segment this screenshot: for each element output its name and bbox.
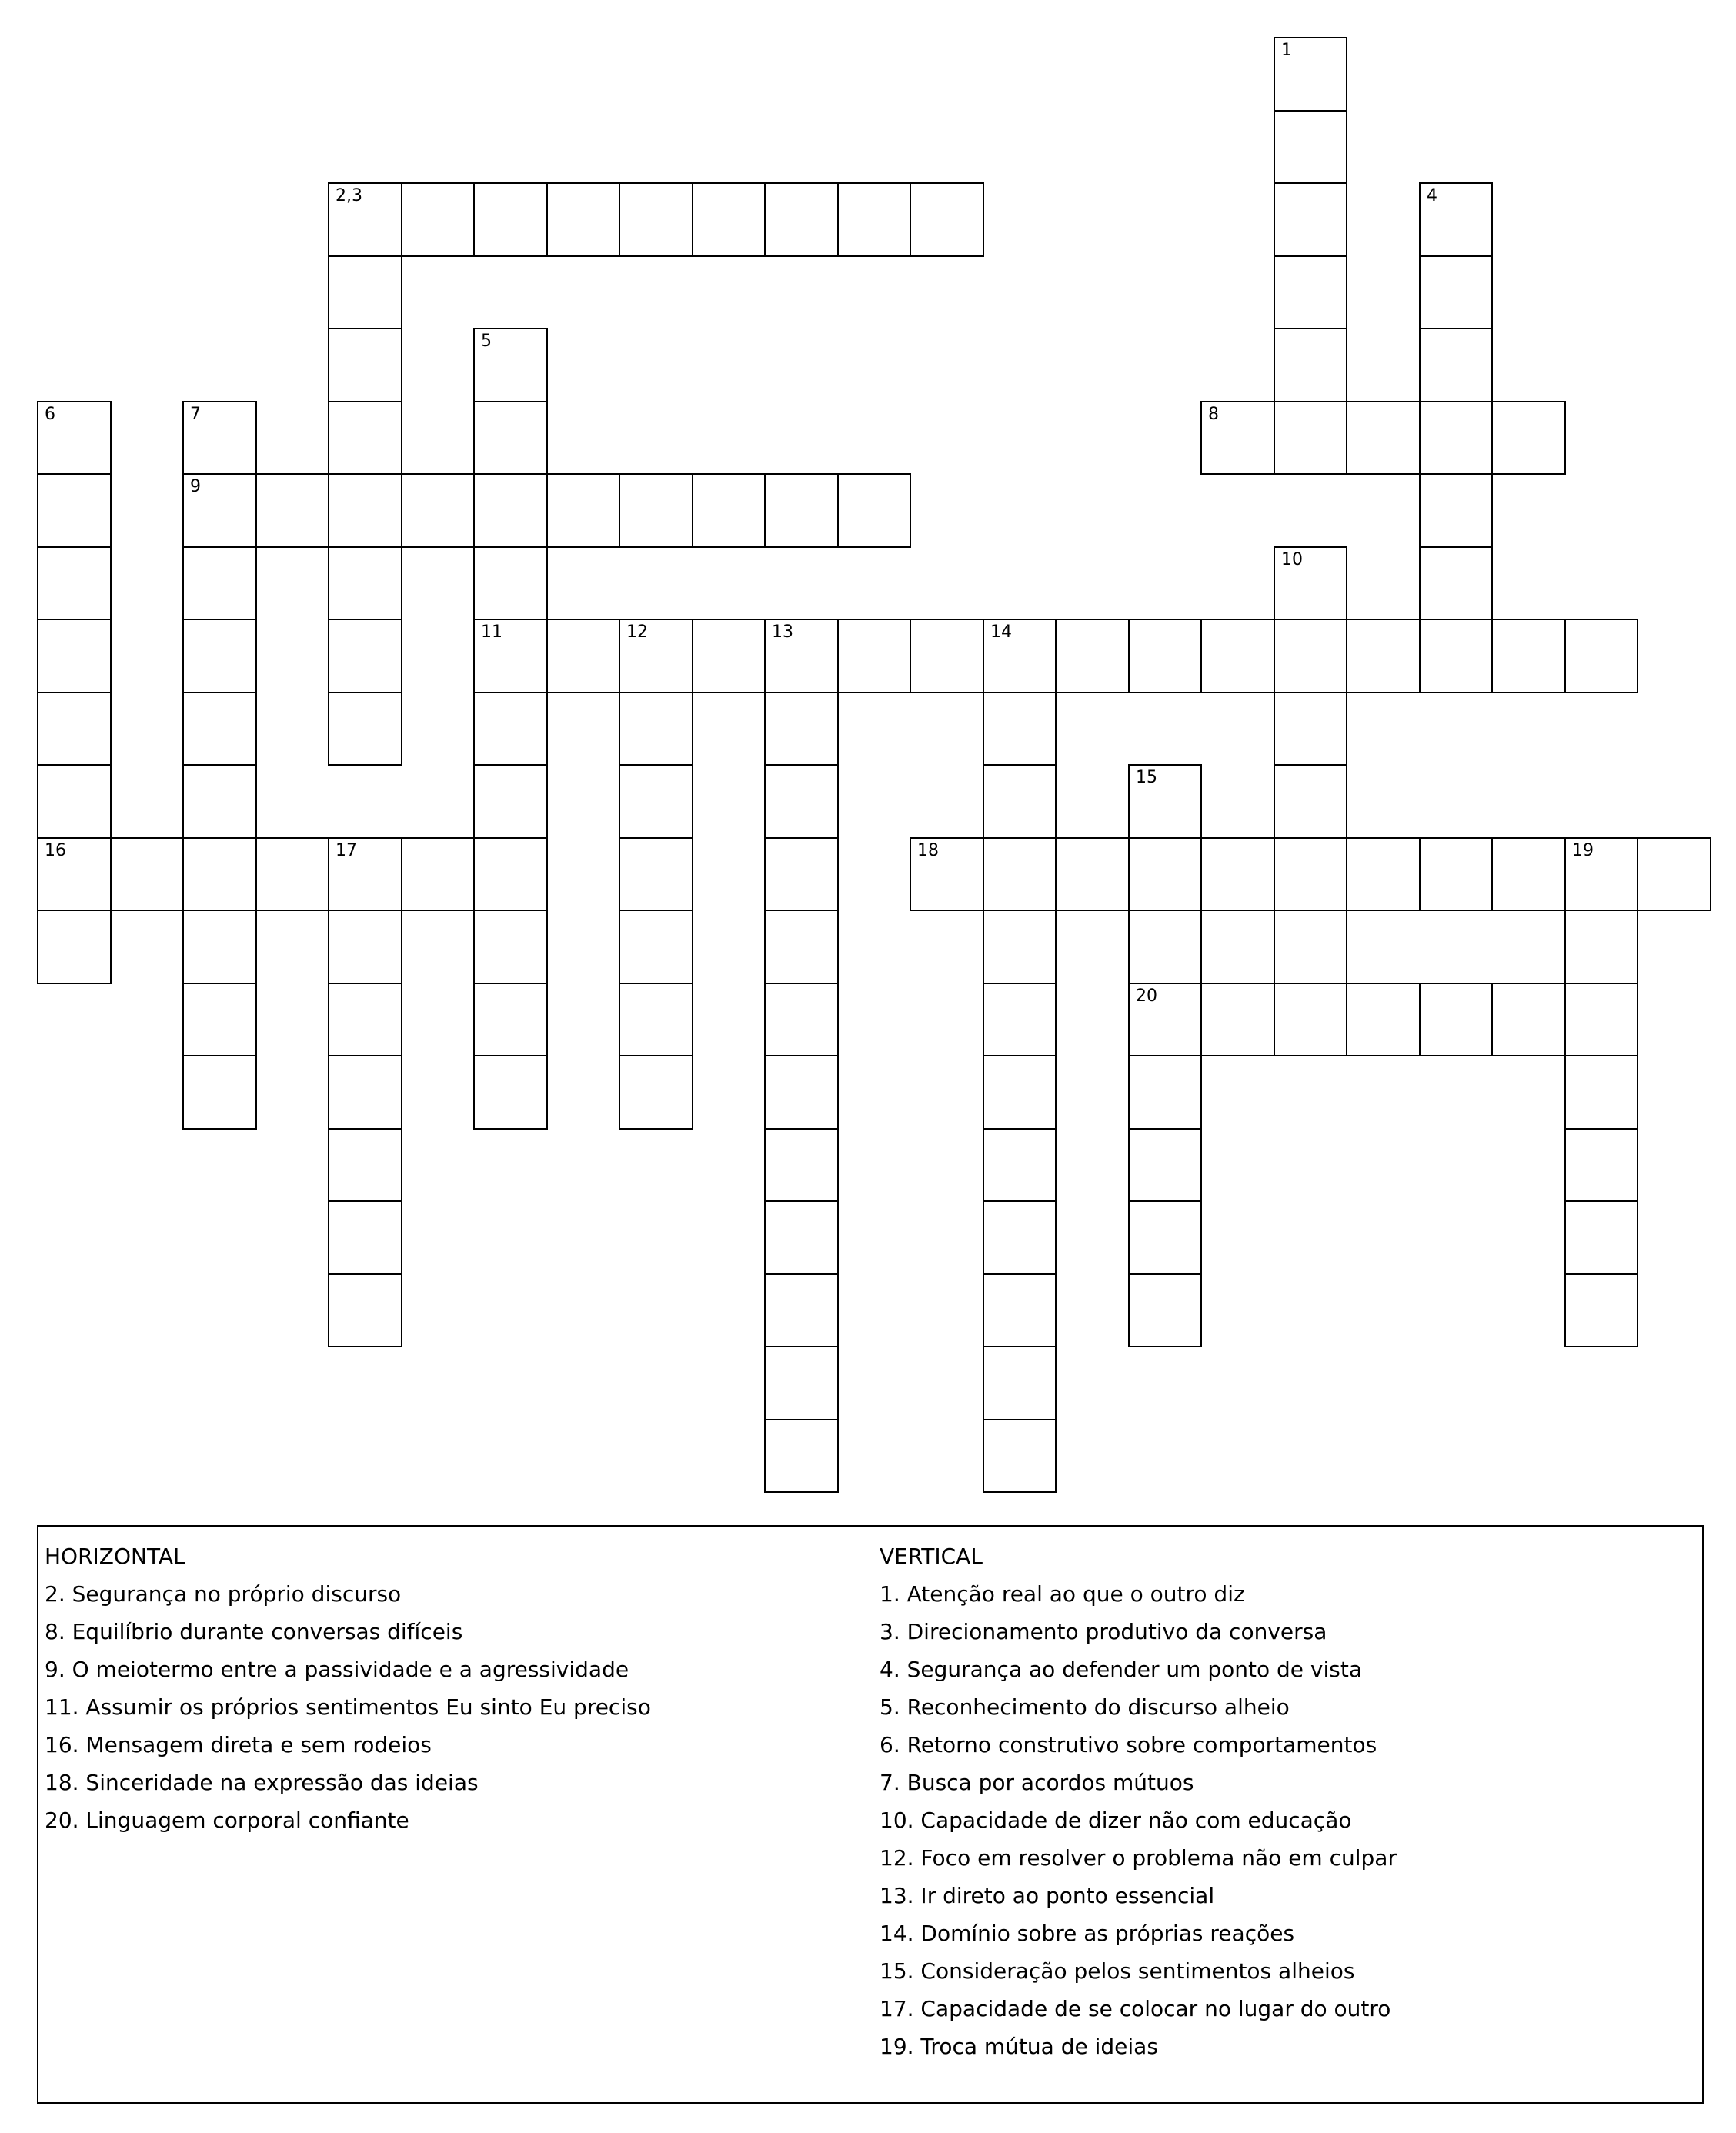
grid-cell[interactable]	[1274, 837, 1347, 911]
grid-cell[interactable]	[764, 182, 839, 257]
grid-cell[interactable]	[401, 473, 475, 548]
grid-cell[interactable]	[110, 837, 184, 911]
grid-cell[interactable]	[764, 1419, 839, 1493]
grid-cell[interactable]	[619, 983, 693, 1056]
grid-cell[interactable]	[473, 1055, 548, 1130]
grid-cell[interactable]	[1419, 619, 1493, 693]
grid-cell[interactable]	[764, 473, 839, 548]
grid-cell[interactable]	[619, 910, 693, 984]
grid-cell[interactable]	[983, 764, 1057, 839]
grid-cell[interactable]	[1564, 1055, 1638, 1130]
grid-cell[interactable]	[401, 182, 475, 257]
grid-cell[interactable]	[182, 619, 257, 693]
grid-cell[interactable]	[837, 473, 911, 548]
grid-cell[interactable]	[328, 1273, 402, 1347]
grid-cell[interactable]	[473, 910, 548, 984]
grid-cell[interactable]	[983, 692, 1057, 766]
grid-cell[interactable]	[1274, 619, 1347, 693]
clue-number: 14	[990, 623, 1012, 642]
grid-cell[interactable]	[1274, 764, 1347, 839]
grid-cell[interactable]	[1274, 328, 1347, 402]
clue-horizontal: 20. Linguagem corporal confiante	[45, 1808, 409, 1833]
vertical-title: VERTICAL	[880, 1544, 983, 1569]
grid-cell[interactable]	[619, 764, 693, 839]
clue-horizontal: 2. Segurança no próprio discurso	[45, 1581, 402, 1607]
grid-cell[interactable]	[1200, 619, 1275, 693]
clue-number: 20	[1136, 986, 1157, 1006]
grid-cell[interactable]	[401, 837, 475, 911]
grid-cell[interactable]	[37, 764, 112, 839]
grid-cell[interactable]	[1346, 401, 1421, 475]
grid-cell[interactable]	[692, 473, 766, 548]
grid-cell[interactable]	[1419, 983, 1493, 1056]
grid-cell[interactable]	[1274, 692, 1347, 766]
grid-cell[interactable]	[546, 182, 620, 257]
grid-cell[interactable]	[764, 910, 839, 984]
clue-number: 1	[1281, 41, 1292, 60]
clue-number: 11	[481, 623, 502, 642]
clue-horizontal: 16. Mensagem direta e sem rodeios	[45, 1732, 432, 1757]
grid-cell[interactable]	[182, 473, 257, 548]
grid-cell[interactable]	[619, 837, 693, 911]
grid-cell[interactable]	[764, 837, 839, 911]
grid-cell[interactable]	[37, 837, 112, 911]
grid-cell[interactable]	[1274, 110, 1347, 184]
grid-cell[interactable]	[1419, 473, 1493, 548]
grid-cell[interactable]	[910, 837, 984, 911]
grid-cell[interactable]	[983, 619, 1057, 693]
grid-cell[interactable]	[764, 1128, 839, 1202]
grid-cell[interactable]	[328, 1128, 402, 1202]
clue-number: 19	[1572, 841, 1594, 860]
grid-cell[interactable]	[1128, 837, 1202, 911]
grid-cell[interactable]	[473, 619, 548, 693]
grid-cell[interactable]	[1419, 837, 1493, 911]
grid-cell[interactable]	[983, 983, 1057, 1056]
grid-cell[interactable]	[1128, 1200, 1202, 1275]
grid-cell[interactable]	[1200, 837, 1275, 911]
clue-horizontal: 18. Sinceridade na expressão das ideias	[45, 1770, 479, 1795]
grid-cell[interactable]	[983, 1200, 1057, 1275]
grid-cell[interactable]	[328, 837, 402, 911]
grid-cell[interactable]	[1128, 983, 1202, 1056]
grid-cell[interactable]	[1055, 619, 1130, 693]
clue-vertical: 17. Capacidade de se colocar no lugar do outro	[880, 1996, 1391, 2021]
grid-cell[interactable]	[473, 692, 548, 766]
grid-cell[interactable]	[182, 910, 257, 984]
grid-cell[interactable]	[619, 473, 693, 548]
grid-cell[interactable]	[1564, 837, 1638, 911]
grid-cell[interactable]	[546, 473, 620, 548]
grid-cell[interactable]	[328, 473, 402, 548]
grid-cell[interactable]	[328, 328, 402, 402]
clue-horizontal: 11. Assumir os próprios sentimentos Eu sinto Eu preciso	[45, 1694, 651, 1720]
grid-cell[interactable]	[983, 1273, 1057, 1347]
grid-cell[interactable]	[764, 764, 839, 839]
grid-cell[interactable]	[1274, 910, 1347, 984]
grid-cell[interactable]	[1274, 255, 1347, 329]
clue-vertical: 12. Foco em resolver o problema não em culpar	[880, 1845, 1397, 1871]
clue-vertical: 3. Direcionamento produtivo da conversa	[880, 1619, 1327, 1644]
clue-number: 15	[1136, 768, 1157, 787]
grid-cell[interactable]	[328, 910, 402, 984]
grid-cell[interactable]	[328, 983, 402, 1056]
grid-cell[interactable]	[37, 692, 112, 766]
grid-cell[interactable]	[255, 473, 329, 548]
grid-cell[interactable]	[1419, 546, 1493, 620]
grid-cell[interactable]	[473, 764, 548, 839]
grid-cell[interactable]	[1346, 983, 1421, 1056]
grid-cell[interactable]	[764, 1055, 839, 1130]
grid-cell[interactable]	[910, 619, 984, 693]
grid-cell[interactable]	[983, 1055, 1057, 1130]
grid-cell[interactable]	[182, 1055, 257, 1130]
grid-cell[interactable]	[1419, 182, 1493, 257]
grid-cell[interactable]	[1346, 619, 1421, 693]
clue-number: 4	[1427, 186, 1437, 205]
clue-vertical: 6. Retorno construtivo sobre comportamentos	[880, 1732, 1377, 1757]
grid-cell[interactable]	[983, 837, 1057, 911]
grid-cell[interactable]	[1564, 983, 1638, 1056]
clue-vertical: 4. Segurança ao defender um ponto de vista	[880, 1657, 1362, 1682]
horizontal-title: HORIZONTAL	[45, 1544, 185, 1569]
grid-cell[interactable]	[1128, 1273, 1202, 1347]
grid-cell[interactable]	[1274, 401, 1347, 475]
grid-cell[interactable]	[764, 983, 839, 1056]
grid-cell[interactable]	[473, 328, 548, 402]
grid-cell[interactable]	[983, 1419, 1057, 1493]
vertical-clues	[880, 1537, 1397, 2065]
grid-cell[interactable]	[1564, 1273, 1638, 1347]
grid-cell[interactable]	[1200, 401, 1275, 475]
grid-cell[interactable]	[983, 1346, 1057, 1420]
grid-cell[interactable]	[1491, 619, 1566, 693]
clue-number: 18	[917, 841, 939, 860]
grid-cell[interactable]	[1128, 764, 1202, 839]
grid-cell[interactable]	[328, 546, 402, 620]
grid-cell[interactable]	[1346, 837, 1421, 911]
clue-vertical: 19. Troca mútua de ideias	[880, 2034, 1158, 2059]
grid-cell[interactable]	[473, 837, 548, 911]
clue-number: 13	[772, 623, 793, 642]
clue-vertical: 10. Capacidade de dizer não com educação	[880, 1808, 1352, 1833]
grid-cell[interactable]	[1274, 182, 1347, 257]
grid-cell[interactable]	[619, 182, 693, 257]
grid-cell[interactable]	[473, 401, 548, 475]
grid-cell[interactable]	[764, 692, 839, 766]
grid-cell[interactable]	[1274, 546, 1347, 620]
clue-number: 5	[481, 332, 492, 351]
grid-cell[interactable]	[182, 401, 257, 475]
grid-cell[interactable]	[764, 1346, 839, 1420]
grid-cell[interactable]	[328, 255, 402, 329]
grid-cell[interactable]	[328, 1200, 402, 1275]
grid-cell[interactable]	[1564, 910, 1638, 984]
grid-cell[interactable]	[37, 546, 112, 620]
grid-cell[interactable]	[182, 692, 257, 766]
clue-number: 8	[1208, 405, 1219, 424]
grid-cell[interactable]	[692, 619, 766, 693]
grid-cell[interactable]	[255, 837, 329, 911]
grid-cell[interactable]	[37, 910, 112, 984]
grid-cell[interactable]	[328, 619, 402, 693]
grid-cell[interactable]	[328, 692, 402, 766]
clue-number: 10	[1281, 550, 1303, 569]
grid-cell[interactable]	[1637, 837, 1711, 911]
grid-cell[interactable]	[764, 1273, 839, 1347]
clue-number: 12	[626, 623, 648, 642]
grid-cell[interactable]	[1274, 983, 1347, 1056]
clue-number: 9	[190, 477, 201, 496]
grid-cell[interactable]	[619, 1055, 693, 1130]
grid-cell[interactable]	[182, 546, 257, 620]
grid-cell[interactable]	[1419, 255, 1493, 329]
grid-cell[interactable]	[1491, 837, 1566, 911]
grid-cell[interactable]	[328, 182, 402, 257]
clue-number: 6	[45, 405, 55, 424]
clue-horizontal: 8. Equilíbrio durante conversas difíceis	[45, 1619, 463, 1644]
grid-cell[interactable]	[328, 401, 402, 475]
grid-cell[interactable]	[1128, 910, 1202, 984]
grid-cell[interactable]	[1419, 401, 1493, 475]
grid-cell[interactable]	[1491, 983, 1566, 1056]
grid-cell[interactable]	[1564, 1200, 1638, 1275]
clue-vertical: 1. Atenção real ao que o outro diz	[880, 1581, 1245, 1607]
grid-cell[interactable]	[37, 473, 112, 548]
grid-cell[interactable]	[983, 910, 1057, 984]
grid-cell[interactable]	[37, 401, 112, 475]
grid-cell[interactable]	[546, 619, 620, 693]
grid-cell[interactable]	[1200, 983, 1275, 1056]
grid-cell[interactable]	[619, 692, 693, 766]
grid-cell[interactable]	[1564, 1128, 1638, 1202]
grid-cell[interactable]	[692, 182, 766, 257]
clue-vertical: 14. Domínio sobre as próprias reações	[880, 1921, 1295, 1946]
grid-cell[interactable]	[983, 1128, 1057, 1202]
grid-cell[interactable]	[182, 837, 257, 911]
grid-cell[interactable]	[473, 546, 548, 620]
grid-cell[interactable]	[328, 1055, 402, 1130]
grid-cell[interactable]	[764, 619, 839, 693]
clue-horizontal: 9. O meiotermo entre a passividade e a agressividade	[45, 1657, 629, 1682]
grid-cell[interactable]	[182, 983, 257, 1056]
grid-cell[interactable]	[1274, 37, 1347, 112]
clue-vertical: 5. Reconhecimento do discurso alheio	[880, 1694, 1290, 1720]
grid-cell[interactable]	[1419, 328, 1493, 402]
grid-cell[interactable]	[1128, 1055, 1202, 1130]
grid-cell[interactable]	[37, 619, 112, 693]
grid-cell[interactable]	[473, 983, 548, 1056]
clue-number: 16	[45, 841, 66, 860]
grid-cell[interactable]	[1128, 619, 1202, 693]
grid-cell[interactable]	[910, 182, 984, 257]
grid-cell[interactable]	[837, 182, 911, 257]
grid-cell[interactable]	[182, 764, 257, 839]
grid-cell[interactable]	[1564, 619, 1638, 693]
grid-cell[interactable]	[1128, 1128, 1202, 1202]
clue-vertical: 15. Consideração pelos sentimentos alheios	[880, 1958, 1355, 1984]
grid-cell[interactable]	[473, 473, 548, 548]
grid-cell[interactable]	[1055, 837, 1130, 911]
grid-cell[interactable]	[837, 619, 911, 693]
grid-cell[interactable]	[473, 182, 548, 257]
clue-box	[37, 1525, 1704, 2104]
horizontal-clues	[45, 1537, 651, 1839]
clue-vertical: 13. Ir direto ao ponto essencial	[880, 1883, 1215, 1908]
grid-cell[interactable]	[619, 619, 693, 693]
clue-number: 2,3	[336, 186, 362, 205]
grid-cell[interactable]	[764, 1200, 839, 1275]
clue-number: 7	[190, 405, 201, 424]
clue-number: 17	[336, 841, 357, 860]
grid-cell[interactable]	[1491, 401, 1566, 475]
clue-vertical: 7. Busca por acordos mútuos	[880, 1770, 1194, 1795]
